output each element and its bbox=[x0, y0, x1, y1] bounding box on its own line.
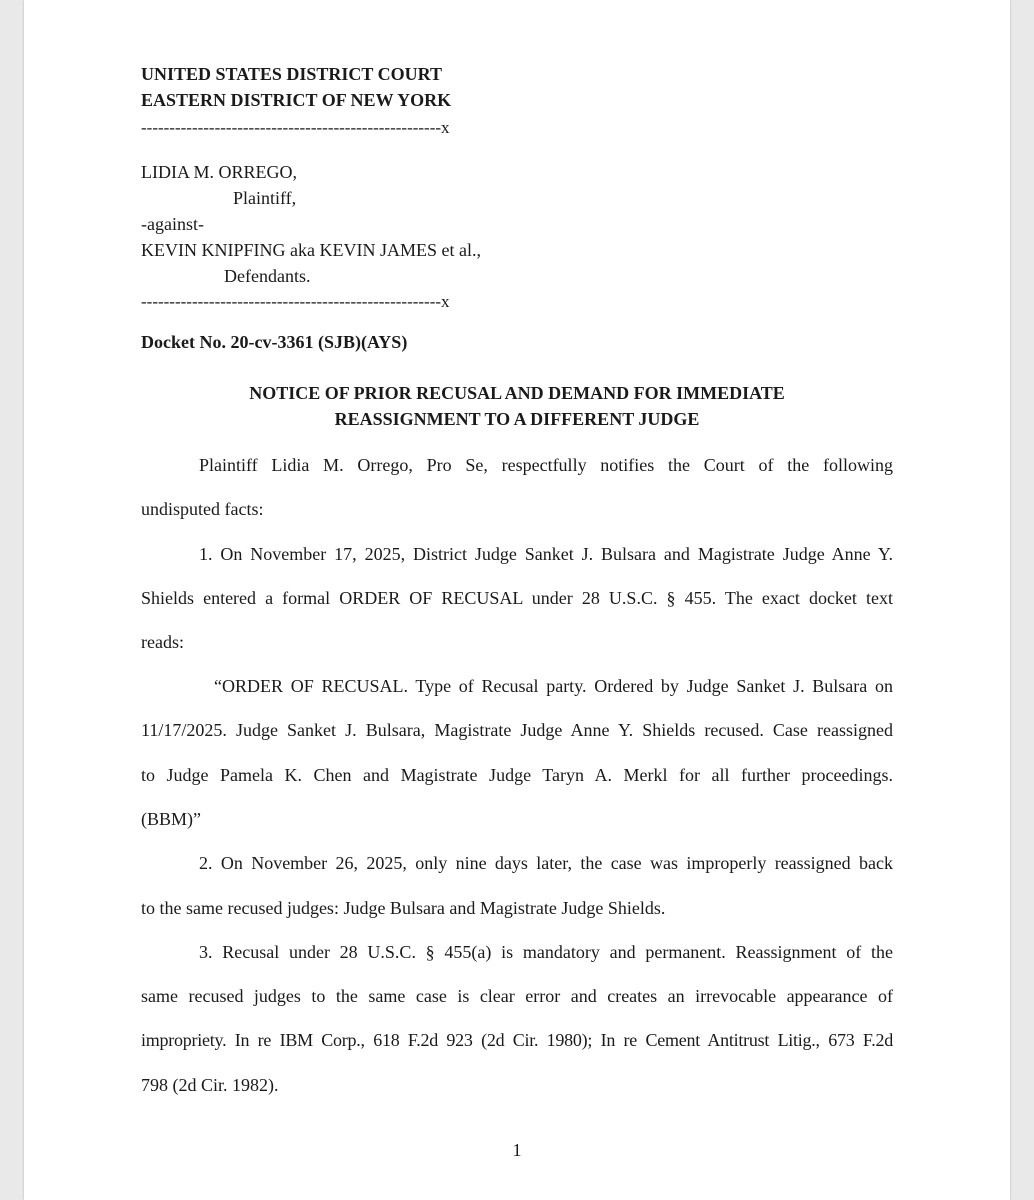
court-name: UNITED STATES DISTRICT COURT bbox=[141, 64, 442, 84]
quote-line-2: 11/17/2025. Judge Sanket J. Bulsara, Magistrate Judge Anne Y. Shields recused. Case reassigned bbox=[141, 720, 893, 740]
docket-number: Docket No. 20-cv-3361 (SJB)(AYS) bbox=[141, 332, 408, 352]
para3-line-3: impropriety. In re IBM Corp., 618 F.2d 923 (2d Cir. 1980); In re Cement Antitrust Litig., 673 F.2d bbox=[141, 1030, 893, 1050]
para3-line-1: 3. Recusal under 28 U.S.C. § 455(a) is mandatory and permanent. Reassignment of the bbox=[199, 942, 893, 962]
defendant-role: Defendants. bbox=[224, 266, 311, 286]
page-number: 1 bbox=[512, 1140, 522, 1160]
plaintiff-name: LIDIA M. ORREGO, bbox=[141, 162, 297, 182]
quote-line-1: “ORDER OF RECUSAL. Type of Recusal party. Ordered by Judge Sanket J. Bulsara on bbox=[214, 676, 893, 696]
para3-line-2: same recused judges to the same case is clear error and creates an irrevocable appearance of bbox=[141, 986, 893, 1006]
quote-line-4: (BBM)” bbox=[141, 809, 201, 829]
against-label: -against- bbox=[141, 214, 204, 234]
defendant-name: KEVIN KNIPFING aka KEVIN JAMES et al., bbox=[141, 240, 481, 260]
plaintiff-role: Plaintiff, bbox=[233, 188, 297, 208]
intro-line-1: Plaintiff Lidia M. Orrego, Pro Se, respectfully notifies the Court of the following bbox=[199, 455, 893, 475]
para2-line-2: to the same recused judges: Judge Bulsara and Magistrate Judge Shields. bbox=[141, 898, 666, 918]
caption-divider-bottom: -----------------------------------------------------x bbox=[141, 292, 450, 311]
document-title-line1: NOTICE OF PRIOR RECUSAL AND DEMAND FOR IMMEDIATE bbox=[249, 383, 785, 403]
document-title-line2: REASSIGNMENT TO A DIFFERENT JUDGE bbox=[334, 409, 700, 429]
quote-line-3: to Judge Pamela K. Chen and Magistrate Judge Taryn A. Merkl for all further proceedings. bbox=[141, 765, 893, 785]
para1-line-3: reads: bbox=[141, 632, 184, 652]
court-district: EASTERN DISTRICT OF NEW YORK bbox=[141, 90, 452, 110]
intro-line-2: undisputed facts: bbox=[141, 499, 264, 519]
para1-line-1: 1. On November 17, 2025, District Judge Sanket J. Bulsara and Magistrate Judge Anne Y. bbox=[199, 544, 893, 564]
caption-divider-top: -----------------------------------------------------x bbox=[141, 118, 450, 137]
para3-line-4: 798 (2d Cir. 1982). bbox=[141, 1075, 279, 1095]
para2-line-1: 2. On November 26, 2025, only nine days later, the case was improperly reassigned back bbox=[199, 853, 893, 873]
para1-line-2: Shields entered a formal ORDER OF RECUSAL under 28 U.S.C. § 455. The exact docket text bbox=[141, 588, 893, 608]
document-page bbox=[24, 0, 1010, 1200]
